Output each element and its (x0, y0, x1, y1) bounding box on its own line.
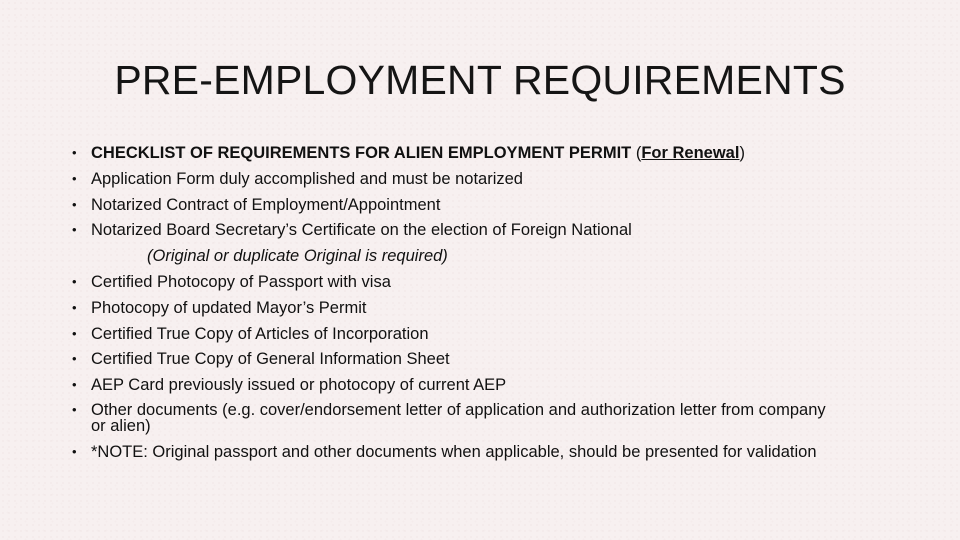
note-text: *NOTE: Original passport and other documents when applicable, should be presented for validation (91, 443, 817, 462)
bullet-icon: • (72, 402, 77, 418)
list-item-text: Photocopy of updated Mayor’s Permit (91, 298, 367, 317)
list-item (72, 350, 892, 368)
bullet-icon: • (72, 299, 77, 315)
list-item-text: AEP Card previously issued or photocopy of current AEP (91, 375, 507, 394)
bullet-icon: • (72, 376, 77, 392)
slide-title: PRE-EMPLOYMENT REQUIREMENTS (114, 57, 846, 103)
list-item (72, 325, 892, 343)
list-item (72, 443, 892, 461)
list-item-note (72, 247, 892, 265)
list-item-text: Notarized Contract of Employment/Appointment (91, 195, 441, 214)
list-item-text: Application Form duly accomplished and must be notarized (91, 169, 523, 188)
list-item-text-continuation: or alien) (91, 417, 151, 436)
list-item (72, 299, 892, 317)
paren-open: ( (631, 144, 642, 162)
checklist-heading: CHECKLIST OF REQUIREMENTS FOR ALIEN EMPLOYMENT PERMIT (91, 144, 632, 162)
list-item (72, 221, 892, 239)
bullet-icon: • (72, 273, 77, 289)
bullet-icon: • (72, 145, 77, 160)
renewal-label: For Renewal (641, 144, 740, 162)
list-item (72, 196, 892, 214)
paren-close: ) (739, 144, 745, 162)
bullet-icon: • (72, 444, 77, 460)
list-item (72, 273, 892, 291)
bullet-icon: • (72, 196, 77, 212)
list-item (72, 170, 892, 188)
list-item (72, 376, 892, 394)
list-item (72, 144, 892, 162)
list-item-text: Certified True Copy of General Information Sheet (91, 350, 450, 369)
original-required-note: (Original or duplicate Original is required) (147, 247, 448, 266)
list-item-text: Other documents (e.g. cover/endorsement letter of application and authorization letter from company (91, 401, 826, 420)
bullet-icon: • (72, 222, 77, 238)
requirements-list (72, 144, 892, 461)
bullet-icon: • (72, 170, 77, 186)
list-item-text: Notarized Board Secretary’s Certificate on the election of Foreign National (91, 221, 632, 240)
list-item (72, 401, 892, 435)
list-item-text: Certified Photocopy of Passport with visa (91, 272, 391, 291)
bullet-icon: • (72, 351, 77, 367)
bullet-icon: • (72, 325, 77, 341)
list-item-text: Certified True Copy of Articles of Incorporation (91, 324, 429, 343)
